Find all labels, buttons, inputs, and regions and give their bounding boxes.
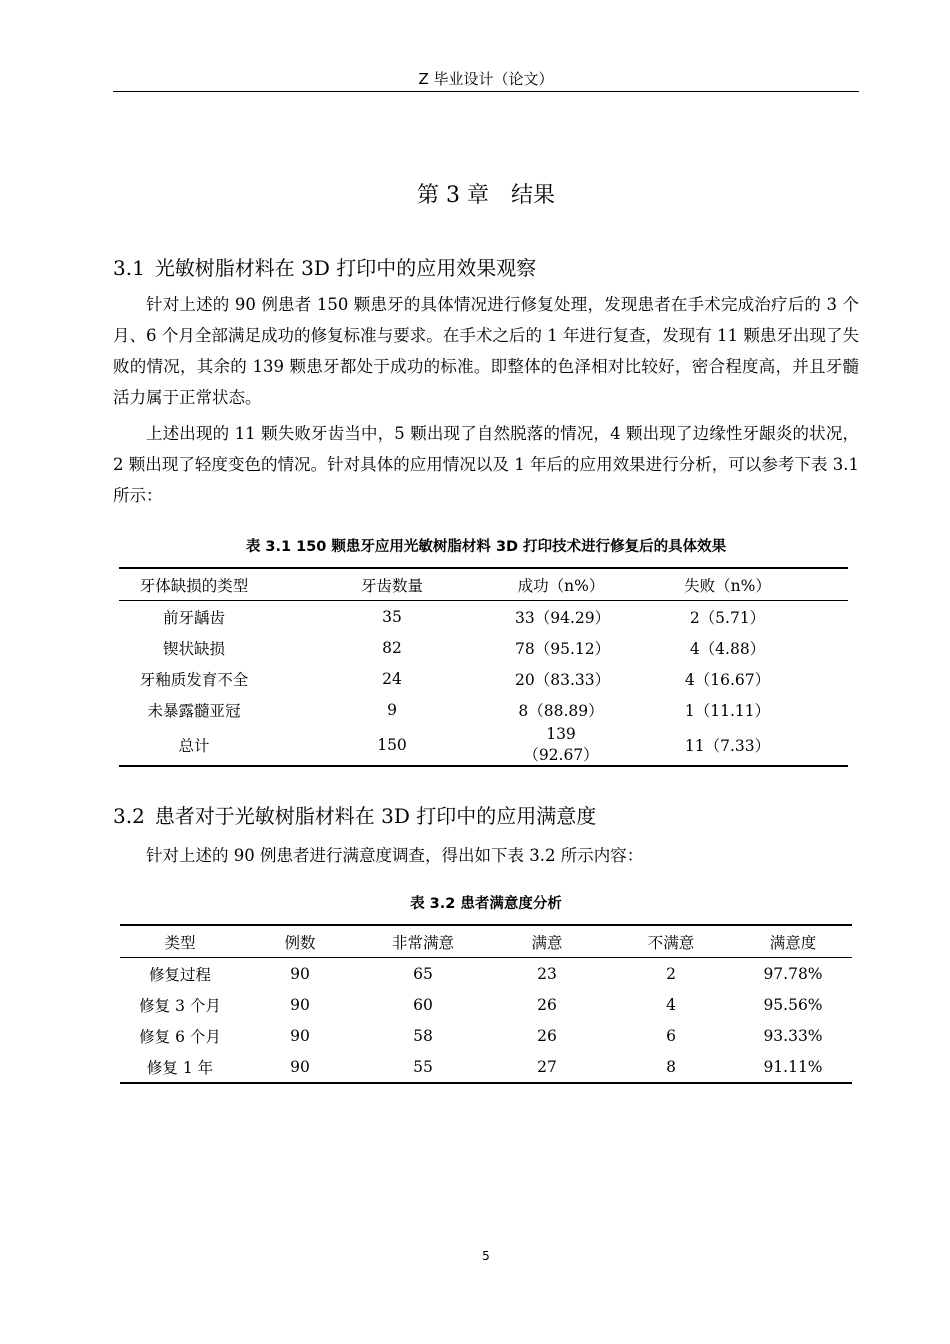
table-cell: 修复过程 bbox=[148, 965, 211, 984]
table-cell: 90 bbox=[290, 1057, 310, 1076]
column-header: 满意 bbox=[531, 933, 563, 952]
table-cell: 8（88.89） bbox=[518, 701, 604, 720]
table-cell: 139（92.67） bbox=[523, 725, 599, 764]
section-title: 患者对于光敏树脂材料在 3D 打印中的应用满意度 bbox=[154, 804, 597, 828]
table-cell: 33（94.29） bbox=[515, 608, 611, 627]
column-header: 失败（n%） bbox=[684, 576, 771, 595]
table-row bbox=[119, 632, 848, 663]
table-cell: 24 bbox=[382, 669, 402, 688]
table-cell: 9 bbox=[387, 700, 397, 719]
table-cell: 未暴露髓亚冠 bbox=[147, 701, 241, 720]
table-row bbox=[120, 1051, 852, 1083]
column-header: 例数 bbox=[284, 933, 316, 952]
table-cell: 90 bbox=[290, 995, 310, 1014]
table-cell: 2 bbox=[666, 964, 676, 983]
table-caption: 表 3.2 患者满意度分析 bbox=[410, 896, 562, 912]
table-cell: 82 bbox=[382, 638, 402, 657]
table-cell: 11（7.33） bbox=[684, 737, 771, 755]
column-header: 牙齿数量 bbox=[360, 576, 423, 595]
section-heading-3-2 bbox=[113, 800, 596, 829]
table-cell: 6 bbox=[666, 1026, 676, 1045]
table-cell: 78（95.12） bbox=[515, 639, 611, 658]
table-cell: 23 bbox=[537, 964, 557, 983]
table-cell: 修复 6 个月 bbox=[139, 1027, 221, 1046]
column-header: 满意度 bbox=[769, 933, 817, 952]
table-row bbox=[120, 958, 852, 990]
table-cell: 35 bbox=[382, 607, 402, 626]
table-cell: 97.78% bbox=[763, 964, 823, 983]
table-cell: 1（11.11） bbox=[684, 701, 771, 720]
column-header: 成功（n%） bbox=[517, 576, 605, 595]
table-cell: 65 bbox=[413, 964, 433, 983]
table-cell: 牙釉质发育不全 bbox=[139, 670, 249, 689]
table-header-row bbox=[119, 568, 848, 601]
table-cell: 修复 1 年 bbox=[146, 1058, 214, 1077]
table-cell: 95.56% bbox=[763, 995, 823, 1014]
table-cell: 150 bbox=[377, 736, 407, 754]
table-cell: 93.33% bbox=[763, 1026, 823, 1045]
paragraph: 针对上述的 90 例患者进行满意度调查，得出如下表 3.2 所示内容： bbox=[146, 846, 644, 865]
column-header: 类型 bbox=[164, 933, 196, 952]
table-cell: 修复 3 个月 bbox=[139, 996, 221, 1015]
table-cell: 4（4.88） bbox=[689, 639, 766, 658]
table-row bbox=[120, 989, 852, 1020]
table-row bbox=[119, 725, 848, 766]
section-number: 3.1 bbox=[113, 256, 145, 280]
table-row bbox=[119, 601, 848, 633]
table-cell: 4 bbox=[666, 995, 676, 1014]
table-cell: 8 bbox=[666, 1057, 676, 1076]
column-header: 不满意 bbox=[647, 933, 695, 952]
section-title: 光敏树脂材料在 3D 打印中的应用效果观察 bbox=[154, 256, 537, 280]
column-header: 非常满意 bbox=[391, 933, 454, 952]
results-table bbox=[119, 567, 848, 767]
paragraph: 针对上述的 90 例患者 150 颗患牙的具体情况进行修复处理，发现患者在手术完成治疗后的 3 个月、6 个月全部满足成功的修复标准与要求。在手术之后的 1 年进行复查，发现有 11 颗患牙出现了失败的情况，其余的 139 颗患牙都处于成功的标准。即整体的色泽相对比较好，密合程度高，并且牙髓活力属于正常状态。 bbox=[113, 295, 859, 407]
table-cell: 90 bbox=[290, 964, 310, 983]
table-cell: 58 bbox=[413, 1026, 433, 1045]
table-cell: 总计 bbox=[178, 737, 210, 755]
table-cell: 55 bbox=[413, 1057, 433, 1076]
table-cell: 91.11% bbox=[763, 1057, 823, 1076]
page-header: Z 毕业设计（论文） bbox=[418, 70, 554, 88]
table-row bbox=[120, 1020, 852, 1051]
table-row bbox=[119, 694, 848, 725]
paragraph: 上述出现的 11 颗失败牙齿当中，5 颗出现了自然脱落的情况，4 颗出现了边缘性牙龈炎的状况，2 颗出现了轻度变色的情况。针对具体的应用情况以及 1 年后的应用效果进行分析，可以参考下表 3.1 所示： bbox=[113, 424, 859, 505]
table-cell: 90 bbox=[290, 1026, 310, 1045]
table-cell: 26 bbox=[537, 995, 557, 1014]
header-rule bbox=[113, 91, 859, 92]
table-header-row bbox=[120, 925, 852, 958]
table-cell: 20（83.33） bbox=[515, 670, 611, 689]
table-caption: 表 3.1 150 颗患牙应用光敏树脂材料 3D 打印技术进行修复后的具体效果 bbox=[245, 539, 727, 555]
table-cell: 4（16.67） bbox=[684, 670, 771, 689]
table-cell: 前牙龋齿 bbox=[162, 608, 225, 627]
table-cell: 2（5.71） bbox=[689, 608, 766, 627]
section-number: 3.2 bbox=[113, 804, 145, 828]
table-cell: 锲状缺损 bbox=[162, 639, 225, 658]
table-cell: 26 bbox=[537, 1026, 557, 1045]
page-number: 5 bbox=[482, 1249, 490, 1263]
chapter-title: 第 3 章 结果 bbox=[417, 183, 555, 208]
section-heading-3-1 bbox=[113, 252, 536, 281]
satisfaction-table bbox=[120, 924, 852, 1084]
table-cell: 27 bbox=[537, 1057, 557, 1076]
table-row bbox=[119, 663, 848, 694]
column-header: 牙体缺损的类型 bbox=[139, 576, 249, 595]
table-cell: 60 bbox=[413, 995, 433, 1014]
